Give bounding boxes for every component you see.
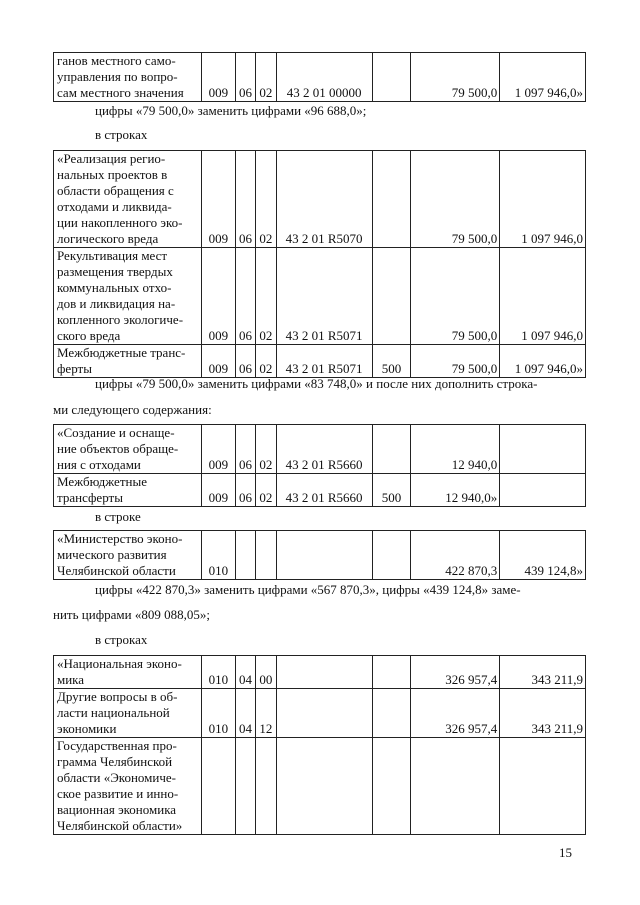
- table-row: [54, 738, 586, 835]
- table-row: [54, 656, 586, 689]
- row-name-line: мического развития: [57, 547, 167, 562]
- budget-table-4: [53, 530, 586, 580]
- row-name-line: ферты: [57, 361, 92, 376]
- amount-year-1: 79 500,0: [411, 53, 500, 102]
- subsection-code: [256, 738, 276, 835]
- row-name-line: нальных проектов в: [57, 167, 168, 182]
- budget-table-5: [53, 655, 586, 835]
- row-name-line: Межбюджетные: [57, 474, 147, 489]
- amount-year-2: 1 097 946,0»: [500, 53, 586, 102]
- table-row: [54, 345, 586, 378]
- target-article-code: [276, 531, 372, 580]
- section-code: 06: [235, 345, 255, 378]
- row-name-line: логического вреда: [57, 231, 159, 246]
- budget-table-2: [53, 150, 586, 378]
- table-row: [54, 425, 586, 474]
- expense-type-code: [372, 248, 411, 345]
- row-name-line: ское развитие и инно-: [57, 786, 179, 801]
- row-name-line: «Министерство эконо-: [57, 531, 183, 546]
- amount-year-2: 1 097 946,0: [500, 248, 586, 345]
- row-name-line: ние объектов обраще-: [57, 441, 179, 456]
- expense-type-code: 500: [372, 474, 411, 507]
- ministry-code: 010: [202, 689, 236, 738]
- section-code: [235, 531, 255, 580]
- target-article-code: [276, 738, 372, 835]
- ministry-code: 009: [202, 474, 236, 507]
- paragraph-replace-1: цифры «79 500,0» заменить цифрами «96 688,0»;: [95, 103, 367, 118]
- section-code: 06: [235, 151, 255, 248]
- expense-type-code: [372, 425, 411, 474]
- subsection-code: 02: [256, 151, 276, 248]
- amount-year-1: 326 957,4: [411, 689, 500, 738]
- row-name-line: ганов местного само-: [57, 53, 176, 68]
- amount-year-1: 422 870,3: [411, 531, 500, 580]
- target-article-code: 43 2 01 R5070: [276, 151, 372, 248]
- row-name-line: трансферты: [57, 490, 123, 505]
- row-name-line: ского вреда: [57, 328, 121, 343]
- amount-year-2: 343 211,9: [500, 689, 586, 738]
- expense-type-code: [372, 689, 411, 738]
- row-name: [54, 425, 202, 474]
- row-name-line: ласти национальной: [57, 705, 170, 720]
- expense-type-code: 500: [372, 345, 411, 378]
- section-code: 04: [235, 656, 255, 689]
- table-row: [54, 474, 586, 507]
- row-name: [54, 248, 202, 345]
- paragraph-replace-3b: нить цифрами «809 088,05»;: [53, 607, 210, 622]
- subsection-code: 02: [256, 248, 276, 345]
- row-name-line: «Реализация регио-: [57, 151, 166, 166]
- paragraph-replace-2a: цифры «79 500,0» заменить цифрами «83 748,0» и после них дополнить строка-: [95, 376, 538, 391]
- amount-year-1: 79 500,0: [411, 248, 500, 345]
- row-name: [54, 656, 202, 689]
- paragraph-replace-3a: цифры «422 870,3» заменить цифрами «567 870,3», цифры «439 124,8» заме-: [95, 582, 521, 597]
- ministry-code: 009: [202, 345, 236, 378]
- row-name-line: Межбюджетные транс-: [57, 345, 186, 360]
- paragraph-replace-2b: ми следующего содержания:: [53, 402, 212, 417]
- expense-type-code: [372, 738, 411, 835]
- subsection-code: 02: [256, 425, 276, 474]
- row-name-line: области обращения с: [57, 183, 174, 198]
- row-name-line: Челябинской области»: [57, 818, 183, 833]
- ministry-code: 010: [202, 656, 236, 689]
- amount-year-2: 1 097 946,0»: [500, 345, 586, 378]
- subsection-code: 00: [256, 656, 276, 689]
- subsection-code: 02: [256, 53, 276, 102]
- amount-year-2: 343 211,9: [500, 656, 586, 689]
- amount-year-1: [411, 738, 500, 835]
- paragraph-in-row: в строке: [95, 509, 141, 524]
- ministry-code: 009: [202, 425, 236, 474]
- row-name-line: «Национальная эконо-: [57, 656, 182, 671]
- subsection-code: [256, 531, 276, 580]
- row-name-line: ции накопленного эко-: [57, 215, 183, 230]
- row-name-line: дов и ликвидация на-: [57, 296, 176, 311]
- table-row: [54, 53, 586, 102]
- amount-year-2: 1 097 946,0: [500, 151, 586, 248]
- row-name-line: управления по вопро-: [57, 69, 178, 84]
- row-name-line: мика: [57, 672, 85, 687]
- row-name-line: размещения твердых: [57, 264, 173, 279]
- row-name-line: Челябинской области: [57, 563, 176, 578]
- amount-year-2: 439 124,8»: [500, 531, 586, 580]
- amount-year-1: 79 500,0: [411, 345, 500, 378]
- section-code: 06: [235, 248, 255, 345]
- subsection-code: 02: [256, 345, 276, 378]
- budget-table-1: [53, 52, 586, 102]
- amount-year-2: [500, 425, 586, 474]
- amount-year-2: [500, 738, 586, 835]
- expense-type-code: [372, 151, 411, 248]
- expense-type-code: [372, 531, 411, 580]
- row-name-line: сам местного значения: [57, 85, 184, 100]
- row-name-line: копленного экологиче-: [57, 312, 184, 327]
- row-name-line: области «Экономиче-: [57, 770, 176, 785]
- budget-table-3: [53, 424, 586, 507]
- section-code: 06: [235, 425, 255, 474]
- row-name-line: «Создание и оснаще-: [57, 425, 175, 440]
- row-name: [54, 531, 202, 580]
- expense-type-code: [372, 53, 411, 102]
- ministry-code: [202, 738, 236, 835]
- row-name-line: коммунальных отхо-: [57, 280, 172, 295]
- table-row: [54, 248, 586, 345]
- row-name-line: отходами и ликвида-: [57, 199, 172, 214]
- section-code: [235, 738, 255, 835]
- target-article-code: 43 2 01 R5071: [276, 248, 372, 345]
- row-name: [54, 738, 202, 835]
- paragraph-in-rows-1: в строках: [95, 127, 148, 142]
- subsection-code: 12: [256, 689, 276, 738]
- table-row: [54, 689, 586, 738]
- table-row: [54, 531, 586, 580]
- amount-year-2: [500, 474, 586, 507]
- ministry-code: 009: [202, 151, 236, 248]
- row-name: [54, 474, 202, 507]
- row-name: [54, 53, 202, 102]
- target-article-code: 43 2 01 R5660: [276, 474, 372, 507]
- row-name-line: грамма Челябинской: [57, 754, 173, 769]
- subsection-code: 02: [256, 474, 276, 507]
- row-name: [54, 151, 202, 248]
- page-number: 15: [559, 845, 572, 860]
- row-name-line: экономики: [57, 721, 117, 736]
- section-code: 04: [235, 689, 255, 738]
- row-name: [54, 345, 202, 378]
- section-code: 06: [235, 53, 255, 102]
- paragraph-in-rows-2: в строках: [95, 632, 148, 647]
- row-name-line: Другие вопросы в об-: [57, 689, 178, 704]
- row-name: [54, 689, 202, 738]
- amount-year-1: 79 500,0: [411, 151, 500, 248]
- section-code: 06: [235, 474, 255, 507]
- row-name-line: вационная экономика: [57, 802, 177, 817]
- amount-year-1: 12 940,0: [411, 425, 500, 474]
- row-name-line: Рекультивация мест: [57, 248, 168, 263]
- table-row: [54, 151, 586, 248]
- amount-year-1: 326 957,4: [411, 656, 500, 689]
- ministry-code: 009: [202, 53, 236, 102]
- ministry-code: 010: [202, 531, 236, 580]
- ministry-code: 009: [202, 248, 236, 345]
- target-article-code: [276, 689, 372, 738]
- row-name-line: ния с отходами: [57, 457, 141, 472]
- amount-year-1: 12 940,0»: [411, 474, 500, 507]
- expense-type-code: [372, 656, 411, 689]
- target-article-code: 43 2 01 R5071: [276, 345, 372, 378]
- row-name-line: Государственная про-: [57, 738, 177, 753]
- target-article-code: 43 2 01 00000: [276, 53, 372, 102]
- target-article-code: [276, 656, 372, 689]
- target-article-code: 43 2 01 R5660: [276, 425, 372, 474]
